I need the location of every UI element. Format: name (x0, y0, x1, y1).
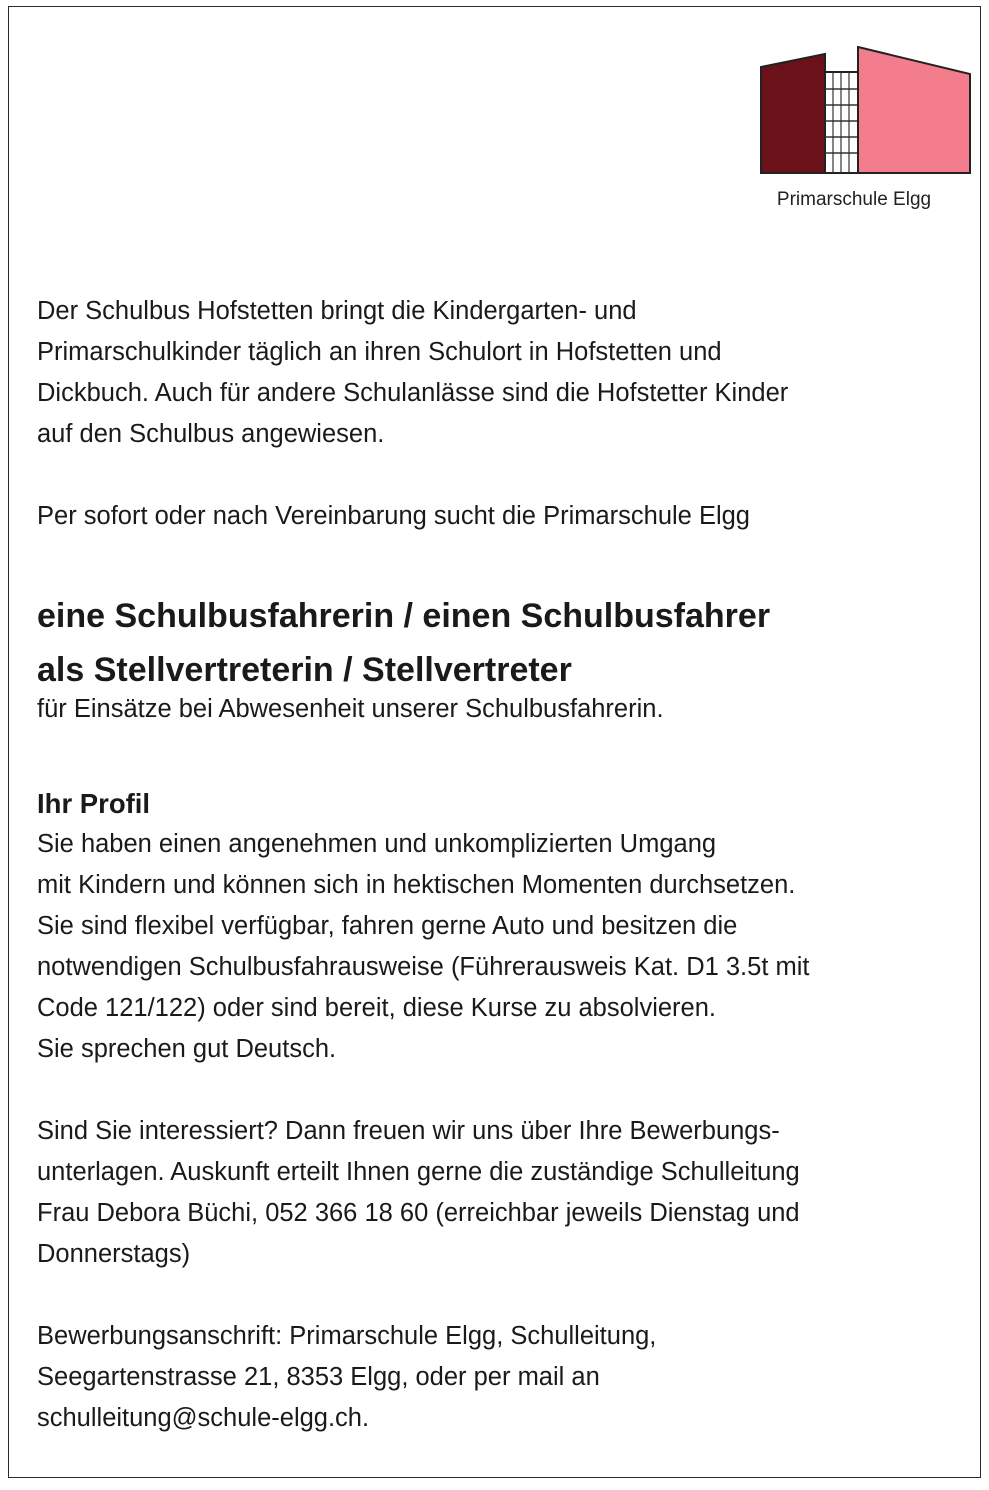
school-logo (749, 43, 979, 218)
intro-line: Primarschulkinder täglich an ihren Schulort in Hofstetten und (37, 338, 722, 366)
profile-line: Sie sprechen gut Deutsch. (37, 1035, 337, 1063)
address-email: schulleitung@schule-elgg.ch. (37, 1404, 370, 1432)
profile-line: notwendigen Schulbusfahrausweise (Führerausweis Kat. D1 3.5t mit (37, 953, 810, 981)
profile-heading: Ihr Profil (37, 788, 151, 819)
job-title-line-1: eine Schulbusfahrerin / einen Schulbusfahrer (37, 597, 771, 635)
profile-line: Sie haben einen angenehmen und unkomplizierten Umgang (37, 830, 717, 858)
contact-line: Sind Sie interessiert? Dann freuen wir uns über Ihre Bewerbungs- (37, 1117, 780, 1145)
intro-line: Dickbuch. Auch für andere Schulanlässe sind die Hofstetter Kinder (37, 379, 789, 407)
contact-line: Frau Debora Büchi, 052 366 18 60 (erreichbar jeweils Dienstag und (37, 1199, 800, 1227)
advert-content (37, 291, 967, 1439)
logo-left-building (761, 54, 825, 173)
intro-paragraph (37, 291, 967, 455)
address-line: Seegartenstrasse 21, 8353 Elgg, oder per mail an (37, 1363, 600, 1391)
advertisement-frame (8, 6, 981, 1478)
profile-line: Code 121/122) oder sind bereit, diese Kurse zu absolvieren. (37, 994, 716, 1022)
logo-school-name: Primarschule Elgg (776, 189, 932, 210)
job-title-line-2: als Stellvertreterin / Stellvertreter (37, 651, 572, 689)
search-line: Per sofort oder nach Vereinbarung sucht die Primarschule Elgg (37, 502, 750, 530)
profile-line: Sie sind flexibel verfügbar, fahren gerne Auto und besitzen die (37, 912, 738, 940)
intro-line: auf den Schulbus angewiesen. (37, 420, 385, 448)
school-building-logo-icon (759, 43, 971, 175)
contact-line: Donnerstags) (37, 1240, 191, 1268)
intro-line: Der Schulbus Hofstetten bringt die Kindergarten- und (37, 297, 637, 325)
logo-right-building (858, 47, 970, 173)
profile-paragraph (37, 824, 967, 1070)
job-subtitle: für Einsätze bei Abwesenheit unserer Schulbusfahrerin. (37, 695, 664, 723)
address-line: Bewerbungsanschrift: Primarschule Elgg, Schulleitung, (37, 1322, 657, 1350)
contact-line: unterlagen. Auskunft erteilt Ihnen gerne die zuständige Schulleitung (37, 1158, 800, 1186)
address-paragraph (37, 1316, 967, 1439)
profile-line: mit Kindern und können sich in hektischen Momenten durchsetzen. (37, 871, 796, 899)
contact-paragraph (37, 1111, 967, 1275)
